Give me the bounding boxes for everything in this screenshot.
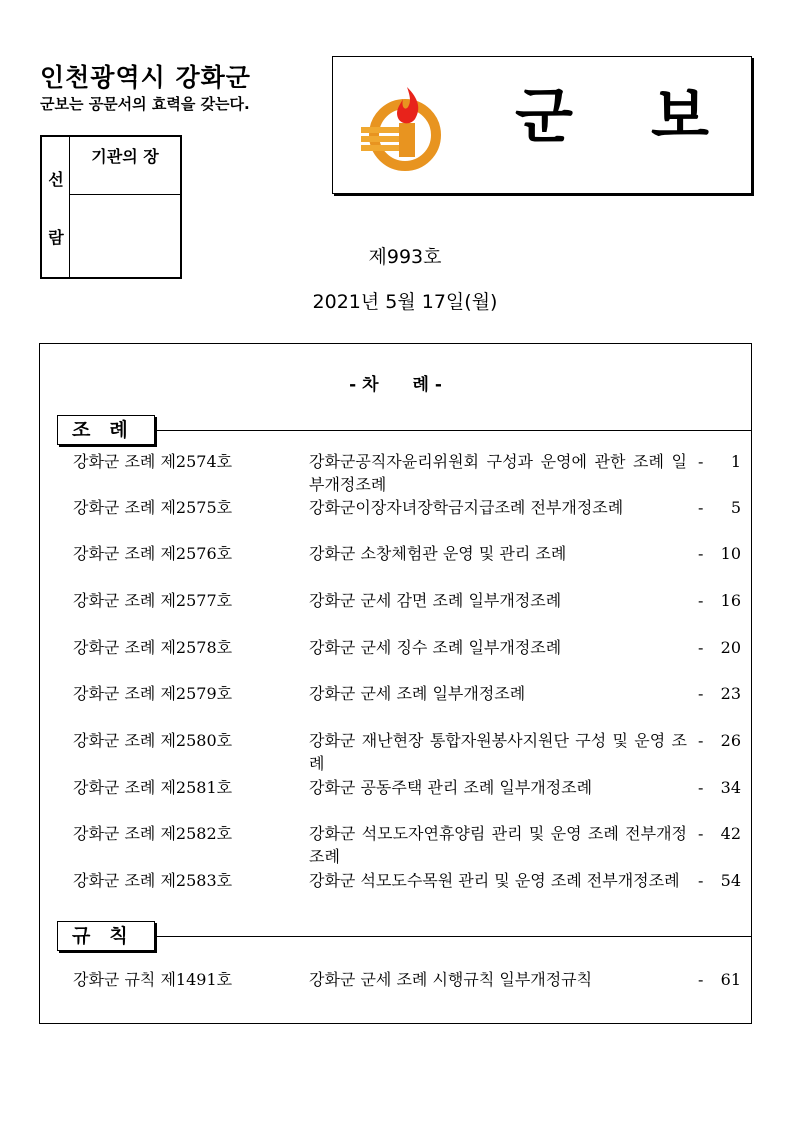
entry-page: 23 xyxy=(720,684,741,703)
entry-title: 강화군 군세 감면 조례 일부개정조례 xyxy=(309,591,562,610)
entry-code: 강화군 조례 제2575호 xyxy=(73,498,233,517)
entry-dash: - xyxy=(698,970,704,989)
entry-page: 20 xyxy=(720,638,741,657)
toc-title: - 차 례 - xyxy=(349,375,442,395)
entry-page: 10 xyxy=(720,544,741,563)
entry-title: 강화군 석모도자연휴양림 관리 및 운영 조례 전부개정조례 xyxy=(309,824,687,866)
entry-dash: - xyxy=(698,684,704,703)
tagline: 군보는 공문서의 효력을 갖는다. xyxy=(40,95,250,113)
entry-title: 강화군 군세 조례 시행규칙 일부개정규칙 xyxy=(309,970,593,989)
entry-title: 강화군 석모도수목원 관리 및 운영 조례 전부개정조례 xyxy=(309,871,680,890)
entry-dash: - xyxy=(698,498,704,517)
entry-dash: - xyxy=(698,871,704,890)
entry-dash: - xyxy=(698,544,704,563)
entry-code: 강화군 규칙 제1491호 xyxy=(73,970,233,989)
masthead-title-2: 보 xyxy=(651,82,709,152)
entry-page: 42 xyxy=(720,824,741,843)
entry-page: 34 xyxy=(720,778,741,797)
masthead xyxy=(332,56,752,194)
issue-date: 2021년 5월 17일(월) xyxy=(312,291,498,313)
entry-title: 강화군 소창체험관 운영 및 관리 조례 xyxy=(309,544,567,563)
ganghwa-emblem-icon xyxy=(359,83,447,171)
section-rule xyxy=(57,430,751,431)
masthead-title-1: 군 xyxy=(515,82,573,152)
entry-dash: - xyxy=(698,778,704,797)
reading-head xyxy=(70,137,180,195)
entry-code: 강화군 조례 제2578호 xyxy=(73,638,233,657)
entry-page: 1 xyxy=(730,452,741,471)
section-label-rule: 규 칙 xyxy=(57,921,155,951)
reading-label-top: 선 xyxy=(48,170,64,189)
entry-dash: - xyxy=(698,638,704,657)
entry-page: 5 xyxy=(730,498,741,517)
entry-code: 강화군 조례 제2583호 xyxy=(73,871,233,890)
entry-dash: - xyxy=(698,591,704,610)
entry-title: 강화군 공동주택 관리 조례 일부개정조례 xyxy=(309,778,593,797)
entry-dash: - xyxy=(698,452,704,471)
reading-label xyxy=(42,137,70,277)
section-label-ordinance: 조 례 xyxy=(57,415,155,445)
entry-title: 강화군 군세 조례 일부개정조례 xyxy=(309,684,526,703)
entry-title: 강화군이장자녀장학금지급조례 전부개정조례 xyxy=(309,498,624,517)
entry-title: 강화군공직자윤리위원회 구성과 운영에 관한 조례 일부개정조례 xyxy=(309,452,687,494)
reading-label-bottom: 람 xyxy=(48,228,64,247)
entry-title: 강화군 군세 징수 조례 일부개정조례 xyxy=(309,638,562,657)
table-of-contents xyxy=(39,343,752,1024)
entry-code: 강화군 조례 제2577호 xyxy=(73,591,233,610)
city-name: 인천광역시 강화군 xyxy=(40,63,251,92)
reading-box xyxy=(40,135,182,279)
entry-dash: - xyxy=(698,824,704,843)
issue-number: 제993호 xyxy=(368,246,442,268)
entry-code: 강화군 조례 제2576호 xyxy=(73,544,233,563)
entry-title: 강화군 재난현장 통합자원봉사지원단 구성 및 운영 조례 xyxy=(309,731,687,773)
entry-page: 61 xyxy=(720,970,741,989)
entry-page: 16 xyxy=(720,591,741,610)
entry-code: 강화군 조례 제2582호 xyxy=(73,824,233,843)
entry-page: 54 xyxy=(720,871,741,890)
section-rule xyxy=(57,936,751,937)
entry-dash: - xyxy=(698,731,704,750)
entry-code: 강화군 조례 제2574호 xyxy=(73,452,233,471)
entry-code: 강화군 조례 제2580호 xyxy=(73,731,233,750)
entry-code: 강화군 조례 제2581호 xyxy=(73,778,233,797)
reading-head-label: 기관의 장 xyxy=(91,147,159,166)
entry-code: 강화군 조례 제2579호 xyxy=(73,684,233,703)
entry-page: 26 xyxy=(720,731,741,750)
